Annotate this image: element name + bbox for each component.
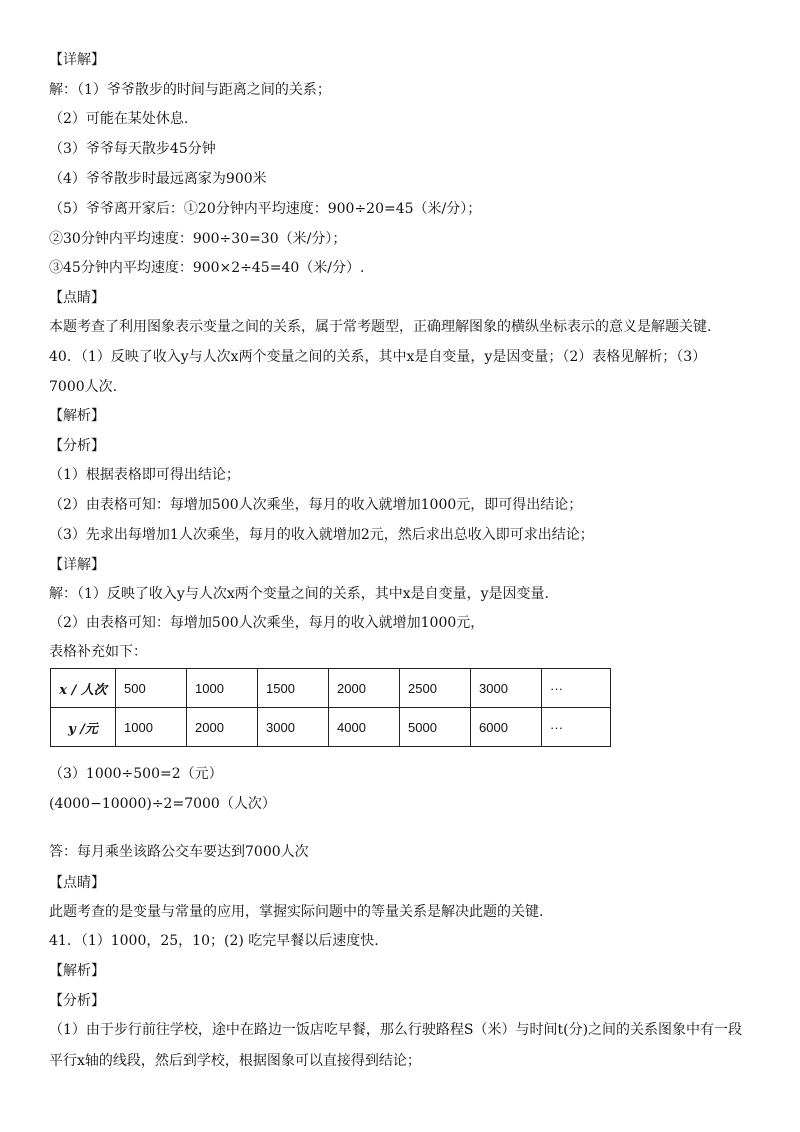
text-line: 7000人次. xyxy=(49,379,118,395)
section-heading-breakdown: 【分析】 xyxy=(49,993,105,1009)
section-heading-detail: 【详解】 xyxy=(49,52,105,68)
text-line: （2）由表格可知：每增加500人次乘坐，每月的收入就增加1000元，即可得出结论； xyxy=(49,497,583,513)
table-cell: 4000 xyxy=(329,708,400,747)
text-line: 平行x轴的线段，然后到学校，根据图象可以直接得到结论； xyxy=(49,1053,421,1069)
text-line: 解：（1）爷爷散步的时间与距离之间的关系； xyxy=(49,82,331,98)
table-row xyxy=(51,669,611,708)
table-cell: ··· xyxy=(542,708,611,747)
text-line: （1）由于步行前往学校，途中在路边一饭店吃早餐，那么行驶路程S（米）与时间t(分)之间的关系图象中有一段 xyxy=(49,1022,743,1038)
table-cell: 1000 xyxy=(116,708,187,747)
text-line: 解：（1）反映了收入y与人次x两个变量之间的关系，其中x是自变量，y是因变量. xyxy=(49,586,549,602)
text-line: 表格补充如下： xyxy=(49,644,147,660)
table-cell: 2000 xyxy=(187,708,258,747)
table-cell: 2000 xyxy=(329,669,400,708)
section-heading-analysis: 【解析】 xyxy=(49,963,105,979)
table-cell: 6000 xyxy=(471,708,542,747)
table-cell: ··· xyxy=(542,669,611,708)
table-cell: 3000 xyxy=(258,708,329,747)
text-line: （1）根据表格即可得出结论； xyxy=(49,467,240,483)
formula-line: (4000−10000)÷2=7000（人次） xyxy=(49,796,276,812)
section-heading-analysis: 【解析】 xyxy=(49,408,105,424)
table-cell: 1000 xyxy=(187,669,258,708)
section-heading-detail: 【详解】 xyxy=(49,557,105,573)
data-table xyxy=(50,668,611,747)
table-header-cell: x / 人次 xyxy=(51,669,116,708)
text-line: ③45分钟内平均速度：900×2÷45=40（米/分）. xyxy=(49,260,365,276)
text-line: （2）可能在某处休息. xyxy=(49,111,189,127)
text-line: 此题考查的是变量与常量的应用，掌握实际问题中的等量关系是解决此题的关键. xyxy=(49,904,544,920)
question-41-answer: 41．（1）1000，25，10；(2) 吃完早餐以后速度快. xyxy=(49,933,379,949)
text-line: （2）由表格可知：每增加500人次乘坐，每月的收入就增加1000元， xyxy=(49,615,485,631)
text-line: （5）爷爷离开家后：①20分钟内平均速度：900÷20=45（米/分）； xyxy=(49,201,482,217)
table-row xyxy=(51,708,611,747)
table-cell: 1500 xyxy=(258,669,329,708)
section-heading-comment: 【点睛】 xyxy=(49,290,105,306)
text-line: （4）爷爷散步时最远离家为900米 xyxy=(49,171,267,187)
table-cell: 2500 xyxy=(400,669,471,708)
question-40-answer: 40．（1）反映了收入y与人次x两个变量之间的关系，其中x是自变量，y是因变量；（2）表格见解析；（3） xyxy=(49,349,707,365)
text-line: （3）先求出每增加1人次乘坐，每月的收入就增加2元，然后求出总收入即可求出结论； xyxy=(49,527,594,543)
section-heading-comment: 【点睛】 xyxy=(49,875,105,891)
text-line: （3）爷爷每天散步45分钟 xyxy=(49,141,216,157)
table-cell: 500 xyxy=(116,669,187,708)
formula-line: （3）1000÷500=2（元） xyxy=(49,766,223,782)
answer-line: 答：每月乘坐该路公交车要达到7000人次 xyxy=(49,844,309,860)
text-line: 本题考查了利用图象表示变量之间的关系，属于常考题型，正确理解图象的横纵坐标表示的意义是解题关键. xyxy=(49,319,712,335)
text-line: ②30分钟内平均速度：900÷30=30（米/分）； xyxy=(49,231,347,247)
table-cell: 3000 xyxy=(471,669,542,708)
section-heading-breakdown: 【分析】 xyxy=(49,438,105,454)
table-header-cell: y /元 xyxy=(51,708,116,747)
table-cell: 5000 xyxy=(400,708,471,747)
